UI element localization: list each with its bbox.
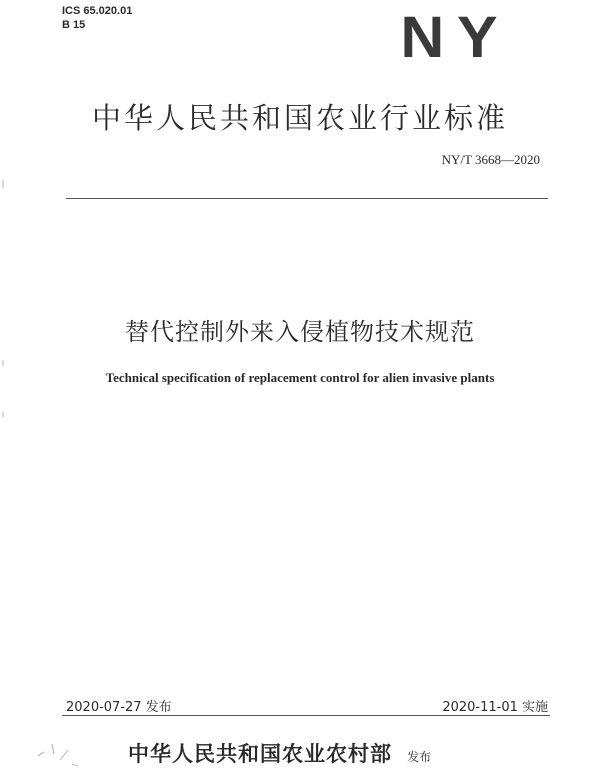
issue-date: 2020-07-27 发布 <box>66 700 172 715</box>
ccs-code: B 15 <box>62 19 86 31</box>
title-english: Technical specification of replacement control for alien invasive plants <box>105 370 495 385</box>
scan-speck <box>2 360 4 366</box>
bottom-divider <box>62 715 550 716</box>
classification-codes <box>62 4 132 32</box>
standard-category: 中华人民共和国农业行业标准 <box>91 101 508 135</box>
ics-code: ICS 65.020.01 <box>62 5 133 17</box>
scan-speck <box>2 180 4 188</box>
issuer-line <box>128 738 431 768</box>
issuer-action: 发布 <box>407 750 432 764</box>
issuer-name: 中华人民共和国农业农村部 <box>128 741 392 766</box>
title-chinese: 替代控制外来入侵植物技术规范 <box>125 318 475 346</box>
top-divider <box>66 198 548 199</box>
implementation-date: 2020-11-01 实施 <box>442 700 548 715</box>
scan-speck <box>2 412 4 417</box>
ny-logo: NY <box>400 5 511 70</box>
scan-artifact-icon <box>34 738 84 768</box>
standard-number: NY/T 3668—2020 <box>441 152 540 167</box>
